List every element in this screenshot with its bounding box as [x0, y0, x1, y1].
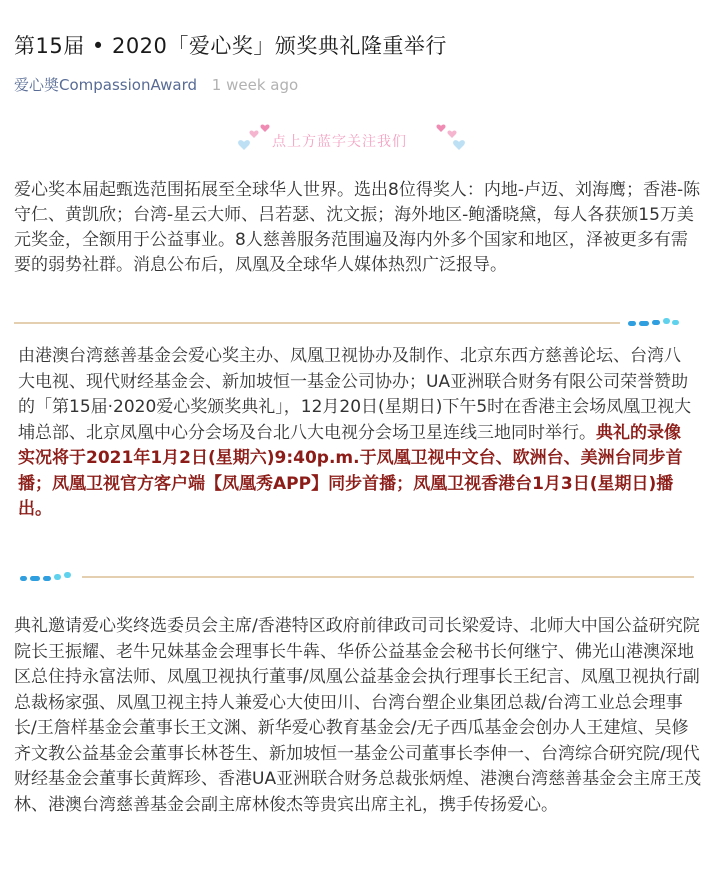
intro-paragraph: 爱心奖本届起甄选范围拓展至全球华人世界。选出8位得奖人：内地-卢迈、刘海鹰；香港-陈守仁、黄凯欣；台湾-星云大师、吕若瑟、沈文振；海外地区-鲍潘晓黛，每人各获颁15万美元奖金，全额用于公益事业。8人慈善服务范围遍及海内外多个国家和地区，泽被更多有需要的弱势社群。消息公布后，凤凰及全球华人媒体热烈广泛报导。 — [14, 180, 701, 275]
organizers-text: 由港澳台湾慈善基金会爱心奖主办、凤凰卫视协办及制作、北京东西方慈善论坛、台湾八大电视、现代财经基金会、新加坡恒一基金公司协办；UA亚洲联合财务有限公司荣誉赞助的「第15届·2020爱心奖颁奖典礼」，12月20日(星期日)下午5时在香港主会场凤凰卫视大埔总部、北京凤凰中心分会场及台北八大电视分会场卫星连线三地同时举行。 — [18, 346, 692, 443]
publish-time: 1 week ago — [211, 76, 299, 94]
heart-icon — [453, 140, 465, 150]
article-meta — [14, 74, 298, 95]
organizers-paragraph — [18, 344, 694, 523]
author-link[interactable]: 爱心奬CompassionAward — [14, 76, 197, 94]
heart-icon — [238, 140, 250, 150]
article-title: 第15届 • 2020「爱心奖」颁奖典礼隆重举行 — [14, 34, 447, 58]
follow-label: 点上方蓝字关注我们 — [272, 134, 407, 150]
dots-ornament-icon — [628, 318, 679, 326]
follow-banner[interactable] — [0, 122, 718, 162]
divider-bottom — [14, 566, 704, 588]
heart-icon — [260, 125, 269, 132]
broadcast-highlight: 典礼的录像实况将于2021年1月2日(星期六)9:40p.m.于凤凰卫视中文台、欧洲台、美洲台同步首播；凤凰卫视官方客户端【凤凰秀APP】同步首播；凤凰卫视香港台1月3日(星期日)播出。 — [18, 422, 683, 519]
heart-icon — [249, 131, 258, 138]
divider-top — [14, 312, 704, 334]
guests-paragraph: 典礼邀请爱心奖终选委员会主席/香港特区政府前律政司司长梁爱诗、北师大中国公益研究院院长王振耀、老牛兄妹基金会理事长牛犇、华侨公益基金会秘书长何继宁、佛光山港澳深地区总住持永富法师、凤凰卫视执行董事/凤凰公益基金会执行理事长王纪言、凤凰卫视执行副总裁杨家强、凤凰卫视主持人兼爱心大使田川、台湾台塑企业集团总裁/台湾工业总会理事长/王詹样基金会董事长王文渊、新华爱心教育基金会/无子西瓜基金会创办人王建煊、吴修齐文教公益基金会董事长林苍生、新加坡恒一基金公司董事长李伸一、台湾综合研究院/现代财经基金会董事长黄辉珍、香港UA亚洲联合财务总裁张炳煌、港澳台湾慈善基金会主席王茂林、港澳台湾慈善基金会副主席林俊杰等贵宾出席主礼，携手传扬爱心。 — [14, 616, 702, 815]
heart-icon — [447, 131, 456, 138]
heart-icon — [436, 125, 445, 132]
dots-ornament-icon — [20, 572, 71, 581]
